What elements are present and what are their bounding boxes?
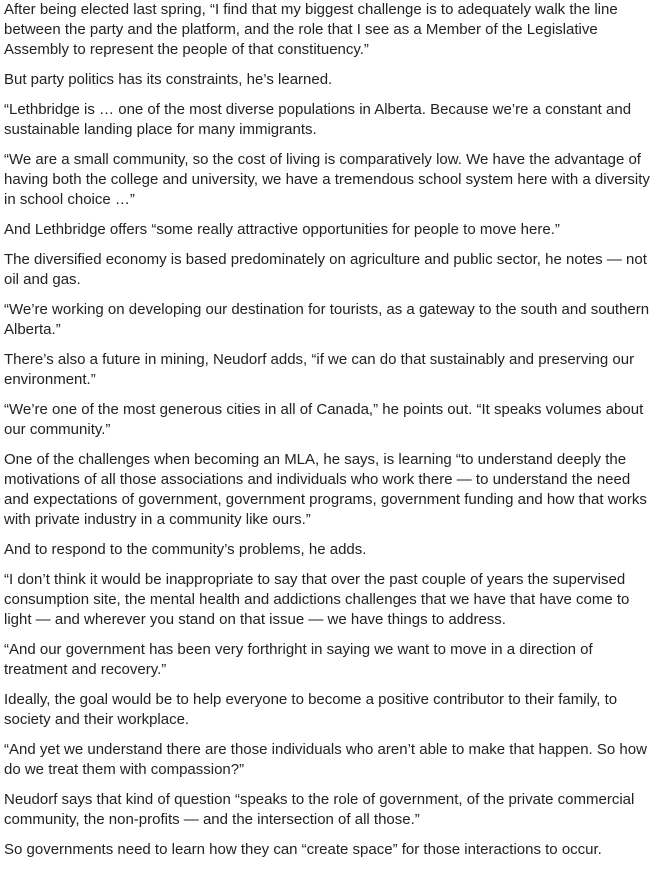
- paragraph: “Lethbridge is … one of the most diverse populations in Alberta. Because we’re a constant and sustainable landing place for many immigrants.: [4, 101, 632, 138]
- article-body: [4, 0, 655, 870]
- paragraph: One of the challenges when becoming an MLA, he says, is learning “to understand deeply the motivations of all those associations and individuals who work there — to understand the need and expectations of government, government programs, government funding and how that works with private industry in a community like ours.”: [4, 451, 647, 528]
- paragraph: “We’re working on developing our destination for tourists, as a gateway to the south and southern Alberta.”: [4, 301, 650, 338]
- paragraph: “And yet we understand there are those individuals who aren’t able to make that happen. So how do we treat them with compassion?”: [4, 741, 647, 778]
- paragraph: Neudorf says that kind of question “speaks to the role of government, of the private commercial community, the non-profits — and the intersection of all those.”: [4, 791, 635, 828]
- paragraph: The diversified economy is based predominately on agriculture and public sector, he notes — not oil and gas.: [4, 251, 647, 288]
- paragraph: So governments need to learn how they can “create space” for those interactions to occur.: [4, 841, 602, 858]
- paragraph: And Lethbridge offers “some really attractive opportunities for people to move here.”: [4, 221, 560, 238]
- paragraph: After being elected last spring, “I find that my biggest challenge is to adequately walk the line between the party and the platform, and the role that I see as a Member of the Legislative Assembly to represent the people of that constituency.”: [4, 1, 618, 58]
- paragraph: “I don’t think it would be inappropriate to say that over the past couple of years the supervised consumption site, the mental health and addictions challenges that we have that have come to light — and wherever you stand on that issue — we have things to address.: [4, 571, 630, 628]
- paragraph: But party politics has its constraints, he’s learned.: [4, 71, 333, 88]
- paragraph: “And our government has been very forthright in saying we want to move in a direction of treatment and recovery.”: [4, 641, 593, 678]
- paragraph: “We’re one of the most generous cities in all of Canada,” he points out. “It speaks volumes about our community.”: [4, 401, 644, 438]
- paragraph: “We are a small community, so the cost of living is comparatively low. We have the advantage of having both the college and university, we have a tremendous school system here with a diversity in school choice …”: [4, 151, 650, 208]
- paragraph: Ideally, the goal would be to help everyone to become a positive contributor to their family, to society and their workplace.: [4, 691, 618, 728]
- paragraph: And to respond to the community’s problems, he adds.: [4, 541, 367, 558]
- paragraph: There’s also a future in mining, Neudorf adds, “if we can do that sustainably and preserving our environment.”: [4, 351, 635, 388]
